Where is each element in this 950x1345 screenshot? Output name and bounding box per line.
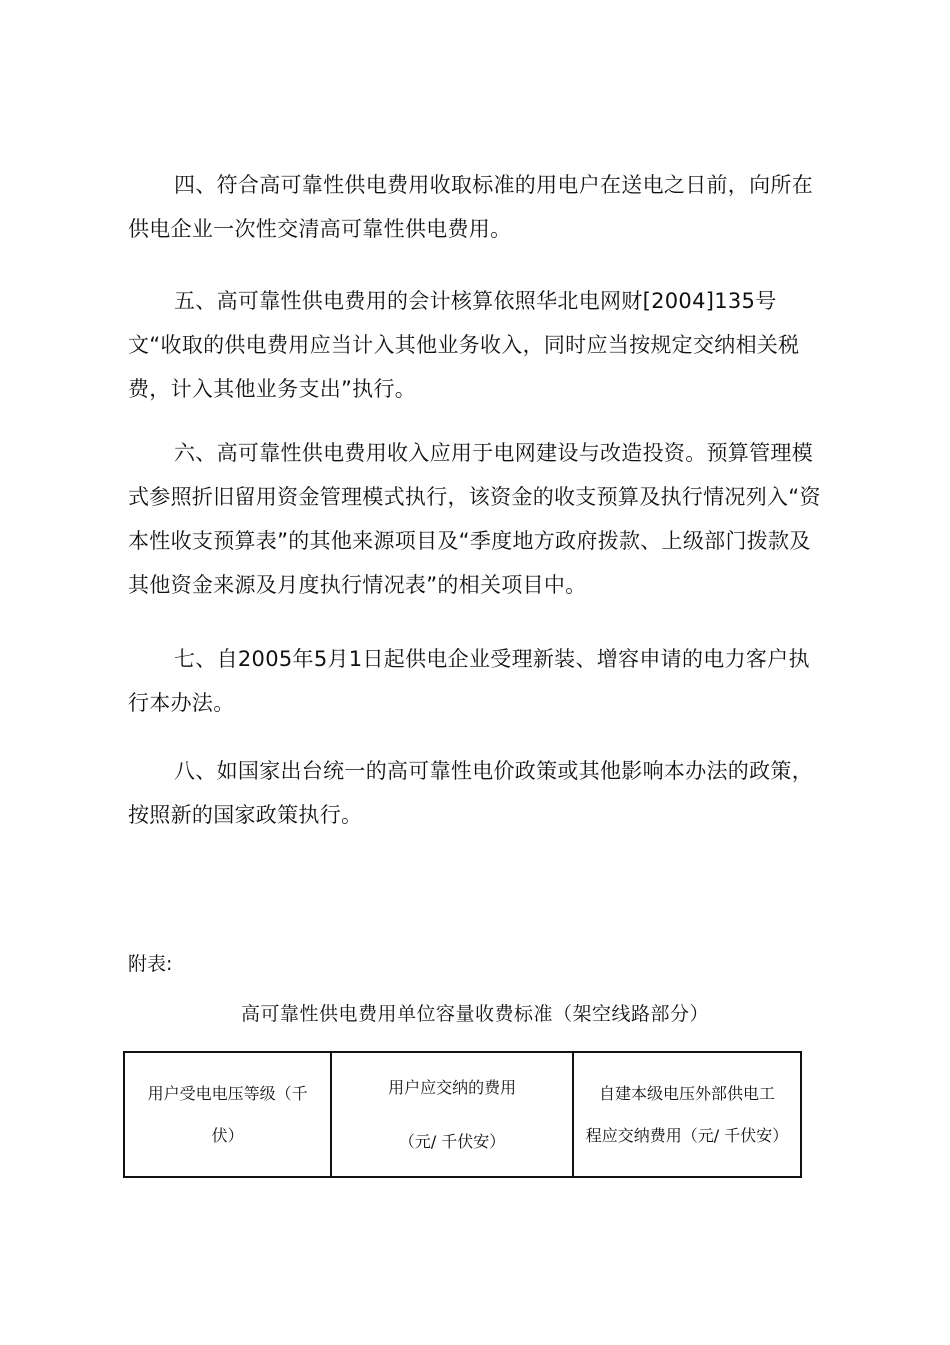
table-header-row (124, 1052, 801, 1177)
paragraph-8: 八、如国家出台统一的高可靠性电价政策或其他影响本办法的政策，按照新的国家政策执行。 (128, 759, 813, 827)
header-cell-line: 自建本级电压外部供电工 (598, 1083, 775, 1103)
header-cell-line: 伏） (211, 1125, 244, 1145)
header-cell-user-fee (331, 1052, 573, 1177)
header-cell-line: 程应交纳费用（元/ 千伏安） (585, 1125, 789, 1145)
paragraph-4: 四、符合高可靠性供电费用收取标准的用电户在送电之日前，向所在供电企业一次性交清高可靠性供电费用。 (128, 173, 813, 241)
fee-standard-table (123, 1051, 802, 1178)
header-cell-line: 用户应交纳的费用 (388, 1077, 517, 1097)
header-cell-voltage-level (124, 1052, 331, 1177)
paragraph-7: 七、自2005年5月1日起供电企业受理新装、增容申请的电力客户执行本办法。 (128, 647, 810, 715)
header-cell-self-built-fee (573, 1052, 801, 1177)
paragraph-6: 六、高可靠性供电费用收入应用于电网建设与改造投资。预算管理模式参照折旧留用资金管理模式执行，该资金的收支预算及执行情况列入“资本性收支预算表”的其他来源项目及“季度地方政府拨款、上级部门拨款及其他资金来源及月度执行情况表”的相关项目中。 (128, 441, 821, 597)
header-cell-line: 用户受电电压等级（千 (147, 1083, 308, 1103)
header-cell-line: （元/ 千伏安） (398, 1131, 506, 1151)
appendix-label: 附表: (128, 953, 173, 975)
paragraph-5: 五、高可靠性供电费用的会计核算依照华北电网财[2004]135号文“收取的供电费用应当计入其他业务收入，同时应当按规定交纳相关税费，计入其他业务支出”执行。 (128, 289, 800, 401)
table-title: 高可靠性供电费用单位容量收费标准（架空线路部分） (240, 1003, 709, 1025)
